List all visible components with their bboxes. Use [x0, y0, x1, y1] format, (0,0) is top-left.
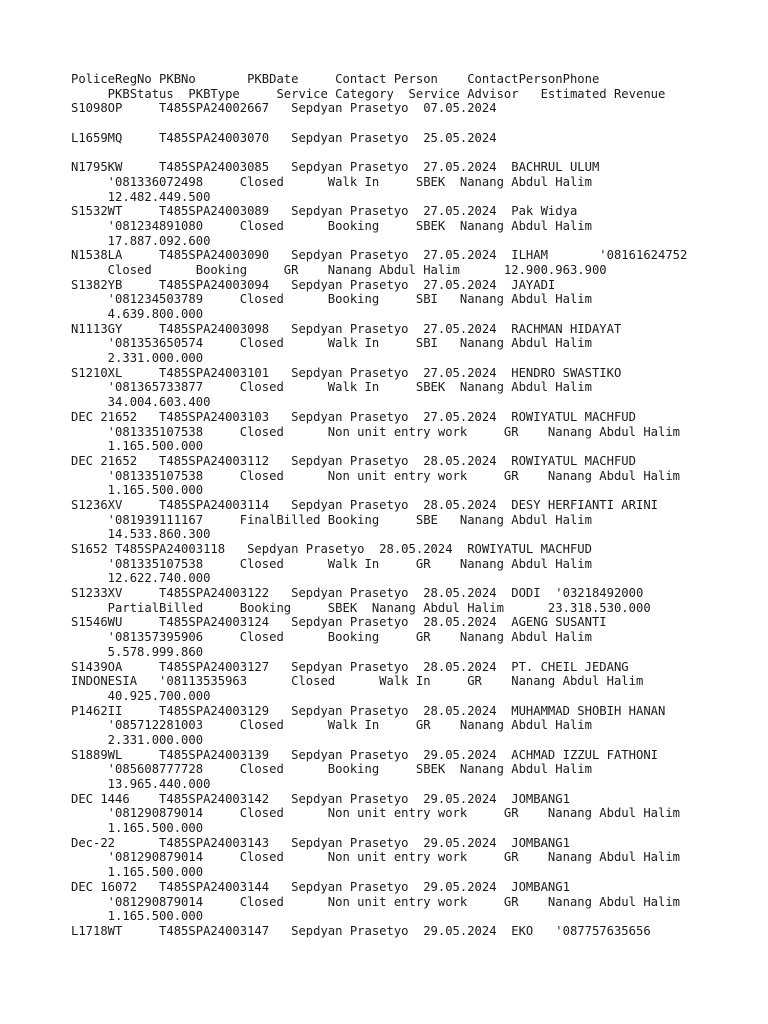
text-line: 17.887.092.600: [71, 233, 211, 248]
text-line: N1795KW T485SPA24003085 Sepdyan Prasetyo 27.05.2024 BACHRUL ULUM: [71, 160, 600, 175]
text-line: '081357395906 Closed Booking GR Nanang Abdul Halim: [71, 630, 592, 645]
text-line: 2.331.000.000: [71, 351, 204, 366]
text-line: PartialBilled Booking SBEK Nanang Abdul Halim 23.318.530.000: [71, 600, 651, 615]
text-line: S1889WL T485SPA24003139 Sepdyan Prasetyo 29.05.2024 ACHMAD IZZUL FATHONI: [71, 747, 658, 762]
text-line: '081335107538 Closed Walk In GR Nanang Abdul Halim: [71, 556, 592, 571]
text-line: S1233XV T485SPA24003122 Sepdyan Prasetyo 28.05.2024 DODI '03218492000: [71, 586, 644, 601]
text-line: N1113GY T485SPA24003098 Sepdyan Prasetyo 27.05.2024 RACHMAN HIDAYAT: [71, 321, 622, 336]
text-line: 34.004.603.400: [71, 395, 211, 410]
text-line: '081353650574 Closed Walk In SBI Nanang Abdul Halim: [71, 336, 592, 351]
text-line: '081939111167 FinalBilled Booking SBE Nanang Abdul Halim: [71, 512, 592, 527]
text-line: 40.925.700.000: [71, 688, 211, 703]
blank-line: [71, 145, 751, 160]
text-line: S1439OA T485SPA24003127 Sepdyan Prasetyo 28.05.2024 PT. CHEIL JEDANG: [71, 659, 629, 674]
text-line: L1659MQ T485SPA24003070 Sepdyan Prasetyo 25.05.2024: [71, 130, 497, 145]
text-line: '081335107538 Closed Non unit entry work GR Nanang Abdul Halim: [71, 424, 681, 439]
blank-line: [71, 116, 751, 131]
text-line: 1.165.500.000: [71, 865, 204, 880]
text-line: '081365733877 Closed Walk In SBEK Nanang Abdul Halim: [71, 380, 592, 395]
text-line: '081234503789 Closed Booking SBI Nanang Abdul Halim: [71, 292, 592, 307]
text-line: DEC 21652 T485SPA24003103 Sepdyan Prasetyo 27.05.2024 ROWIYATUL MACHFUD: [71, 409, 636, 424]
text-line: 1.165.500.000: [71, 909, 204, 924]
text-line: DEC 1446 T485SPA24003142 Sepdyan Prasetyo 29.05.2024 JOMBANG1: [71, 791, 570, 806]
text-line: S1098OP T485SPA24002667 Sepdyan Prasetyo 07.05.2024: [71, 101, 497, 116]
text-line: 12.482.449.500: [71, 189, 211, 204]
text-line: L1718WT T485SPA24003147 Sepdyan Prasetyo 29.05.2024 EKO '087757635656: [71, 923, 651, 938]
document-text: [71, 72, 751, 939]
text-line: S1546WU T485SPA24003124 Sepdyan Prasetyo 28.05.2024 AGENG SUSANTI: [71, 615, 607, 630]
text-line: DEC 21652 T485SPA24003112 Sepdyan Prasetyo 28.05.2024 ROWIYATUL MACHFUD: [71, 453, 636, 468]
text-line: 4.639.800.000: [71, 307, 204, 321]
text-line: '085712281003 Closed Walk In GR Nanang Abdul Halim: [71, 718, 592, 733]
text-line: '085608777728 Closed Booking SBEK Nanang Abdul Halim: [71, 762, 592, 777]
text-line: S1652 T485SPA24003118 Sepdyan Prasetyo 28.05.2024 ROWIYATUL MACHFUD: [71, 542, 592, 556]
text-line: 1.165.500.000: [71, 821, 204, 836]
text-line: S1382YB T485SPA24003094 Sepdyan Prasetyo 27.05.2024 JAYADI: [71, 277, 556, 292]
text-line: N1538LA T485SPA24003090 Sepdyan Prasetyo 27.05.2024 ILHAM '08161624752: [71, 248, 688, 263]
text-line: '081234891080 Closed Booking SBEK Nanang Abdul Halim: [71, 218, 592, 233]
text-line: 2.331.000.000: [71, 732, 204, 747]
text-line: 1.165.500.000: [71, 439, 204, 454]
text-line: 12.622.740.000: [71, 571, 211, 586]
text-line: INDONESIA '08113535963 Closed Walk In GR Nanang Abdul Halim: [71, 674, 644, 689]
text-line: P1462II T485SPA24003129 Sepdyan Prasetyo 28.05.2024 MUHAMMAD SHOBIH HANAN: [71, 703, 666, 718]
text-line: Closed Booking GR Nanang Abdul Halim 12.900.963.900: [71, 262, 607, 277]
text-line: PoliceRegNo PKBNo PKBDate Contact Person ContactPersonPhone: [71, 72, 600, 86]
text-line: '081290879014 Closed Non unit entry work GR Nanang Abdul Halim: [71, 894, 681, 909]
text-line: 1.165.500.000: [71, 483, 204, 498]
text-line: S1532WT T485SPA24003089 Sepdyan Prasetyo 27.05.2024 Pak Widya: [71, 204, 578, 219]
text-line: '081290879014 Closed Non unit entry work GR Nanang Abdul Halim: [71, 850, 681, 865]
text-line: S1236XV T485SPA24003114 Sepdyan Prasetyo 28.05.2024 DESY HERFIANTI ARINI: [71, 497, 658, 512]
text-line: '081336072498 Closed Walk In SBEK Nanang Abdul Halim: [71, 174, 592, 189]
text-line: '081290879014 Closed Non unit entry work GR Nanang Abdul Halim: [71, 806, 681, 821]
text-line: DEC 16072 T485SPA24003144 Sepdyan Prasetyo 29.05.2024 JOMBANG1: [71, 879, 570, 894]
text-line: PKBStatus PKBType Service Category Service Advisor Estimated Revenue: [71, 86, 666, 101]
text-line: '081335107538 Closed Non unit entry work GR Nanang Abdul Halim: [71, 468, 681, 483]
text-line: S1210XL T485SPA24003101 Sepdyan Prasetyo 27.05.2024 HENDRO SWASTIKO: [71, 365, 622, 380]
text-line: 5.578.999.860: [71, 644, 204, 659]
text-line: 13.965.440.000: [71, 777, 211, 791]
text-line: 14.533.860.300: [71, 527, 211, 542]
text-line: Dec-22 T485SPA24003143 Sepdyan Prasetyo 29.05.2024 JOMBANG1: [71, 835, 570, 850]
